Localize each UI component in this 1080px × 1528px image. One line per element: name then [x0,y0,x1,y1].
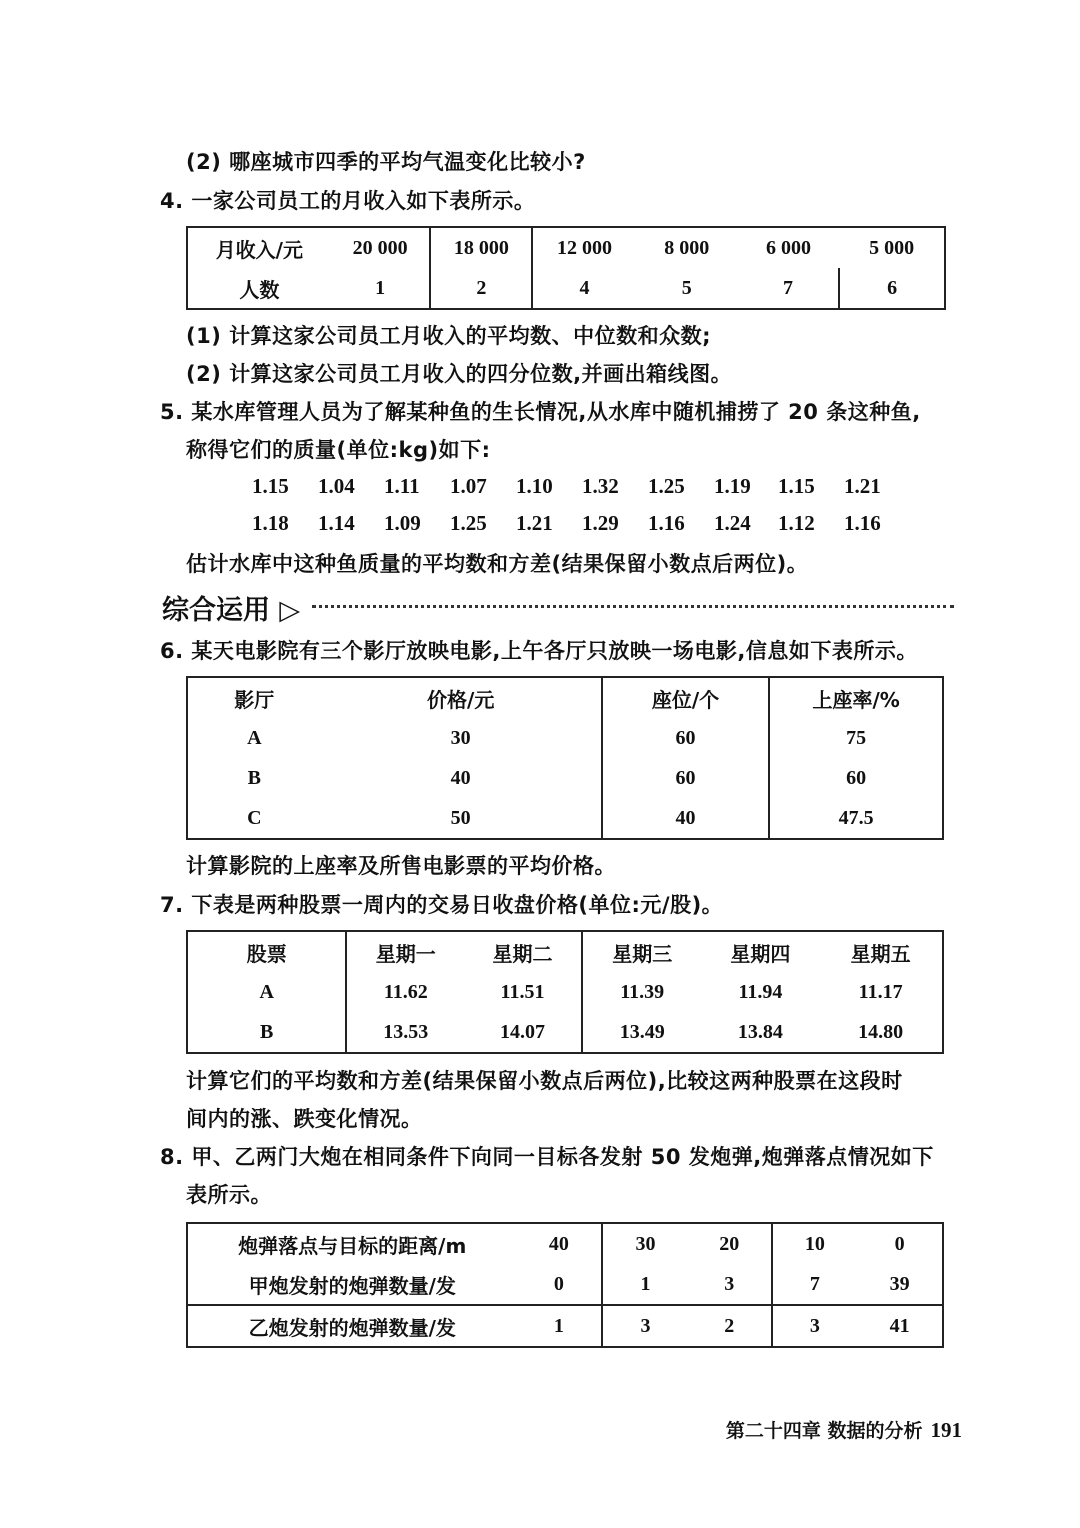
q3-sub2: (2) 哪座城市四季的平均气温变化比较小? [186,150,586,174]
table-cell: 60 [769,758,943,798]
data-value: 1.25 [450,511,487,535]
table-cell: 13.49 [582,1012,702,1053]
table-cell: 60 [602,718,770,758]
table-cell: B [260,1020,274,1043]
table-cell: 5 [681,276,692,299]
data-value: 1.07 [450,474,487,498]
table-cell: 8 000 [664,236,710,259]
data-value: 1.21 [516,511,553,535]
table-cell: 14.07 [500,1020,545,1043]
table-header: 上座率/% [769,677,943,718]
data-value: 1.21 [844,474,881,498]
table-row [187,758,943,798]
table-cell: 50 [450,806,471,829]
table-cell: 30 [602,1223,688,1264]
section-title: 综合运用 ▷ [162,595,301,626]
table-cell: 6 [839,268,945,309]
q4-income-table [186,226,946,310]
data-value: 1.18 [252,511,289,535]
q5-stem-line1: 5. 某水库管理人员为了解某种鱼的生长情况,从水库中随机捕捞了 20 条这种鱼, [160,400,921,424]
table-cell: 乙炮发射的炮弹数量/发 [187,1305,517,1347]
table-header: 股票 [246,941,287,966]
q7-stock-table [186,930,944,1054]
data-value: 1.32 [582,474,619,498]
table-header: 星期五 [850,941,911,966]
table-cell: 40 [548,1232,569,1255]
table-cell: 7 [772,1264,858,1305]
table-row [187,1223,943,1264]
q5-question: 估计水库中这种鱼质量的平均数和方差(结果保留小数点后两位)。 [186,552,809,576]
table-cell: 40 [602,798,770,839]
table-cell: 39 [889,1272,910,1295]
data-value: 1.16 [844,511,881,535]
q8-stem-line2: 表所示。 [186,1183,272,1207]
table-row [187,972,943,1012]
table-cell: 6 000 [765,236,811,259]
chapter-title: 第二十四章 数据的分析 [725,1420,923,1442]
table-cell: 4 [532,268,636,309]
q4-stem: 4. 一家公司员工的月收入如下表所示。 [160,189,536,213]
q8-artillery-table [186,1222,944,1348]
table-header: 星期三 [582,931,702,972]
data-value: 1.15 [778,474,815,498]
table-cell: A [259,980,274,1003]
table-cell: 20 000 [352,236,408,259]
data-value: 1.09 [384,511,421,535]
data-value: 1.04 [318,474,355,498]
table-cell: 1 [517,1305,603,1347]
table-cell: 60 [602,758,770,798]
table-cell: 47.5 [769,798,943,839]
table-row [187,798,943,839]
table-cell: 75 [769,718,943,758]
data-value: 1.29 [582,511,619,535]
table-header: 星期四 [730,941,791,966]
table-cell: A [247,726,262,749]
table-cell: 11.94 [738,980,783,1003]
data-value: 1.11 [384,474,420,498]
q6-question: 计算影院的上座率及所售电影票的平均价格。 [186,854,616,878]
table-row [187,227,945,268]
table-row [187,1012,943,1053]
q5-stem-line2: 称得它们的质量(单位:kg)如下: [186,438,491,462]
table-cell: 3 [602,1305,688,1347]
table-cell: 1 [375,276,386,299]
table-header-row [187,677,943,718]
table-cell: 3 [772,1305,858,1347]
table-cell: 14.80 [858,1020,904,1043]
table-cell: 11.17 [858,980,903,1003]
table-cell: 3 [724,1272,735,1295]
table-cell: 0 [553,1272,564,1295]
table-cell: 12 000 [532,227,636,268]
table-cell: 7 [782,276,793,299]
table-cell: 人数 [239,277,280,302]
q6-cinema-table [186,676,944,840]
table-header: 星期二 [492,941,553,966]
table-cell: 2 [688,1305,772,1347]
q7-question-line2: 间内的涨、跌变化情况。 [186,1107,423,1131]
table-header: 座位/个 [602,677,770,718]
table-cell: 2 [430,268,532,309]
table-cell: B [247,766,261,789]
table-cell: 0 [894,1232,905,1255]
q5-data-row1 [0,474,1080,504]
table-cell: 41 [857,1305,943,1347]
section-divider [312,605,954,608]
table-cell: 13.84 [737,1020,783,1043]
table-cell: C [247,806,262,829]
q7-question-line1: 计算它们的平均数和方差(结果保留小数点后两位),比较这两种股票在这段时 [186,1069,903,1093]
table-cell: 30 [450,726,471,749]
table-cell: 10 [772,1223,858,1264]
table-header: 星期一 [346,931,464,972]
q7-stem: 7. 下表是两种股票一周内的交易日收盘价格(单位:元/股)。 [160,893,724,917]
data-value: 1.24 [714,511,751,535]
q8-stem-line1: 8. 甲、乙两门大炮在相同条件下向同一目标各发射 50 发炮弹,炮弹落点情况如下 [160,1145,934,1169]
table-row [187,268,945,309]
data-value: 1.10 [516,474,553,498]
data-value: 1.12 [778,511,815,535]
q5-data-row2 [0,511,1080,541]
q6-stem: 6. 某天电影院有三个影厅放映电影,上午各厅只放映一场电影,信息如下表所示。 [160,639,918,663]
table-cell: 40 [450,766,471,789]
table-cell: 11.51 [500,980,545,1003]
q4-sub1: (1) 计算这家公司员工月收入的平均数、中位数和众数; [186,324,712,348]
q4-sub2: (2) 计算这家公司员工月收入的四分位数,并画出箱线图。 [186,362,733,386]
table-row [187,718,943,758]
table-cell: 5 000 [869,236,915,259]
table-cell: 20 [719,1232,740,1255]
table-row [187,1305,943,1347]
data-value: 1.19 [714,474,751,498]
table-header: 影厅 [234,687,275,712]
data-value: 1.25 [648,474,685,498]
data-value: 1.14 [318,511,355,535]
page-number: 191 [930,1418,962,1442]
table-header: 价格/元 [427,687,495,712]
table-cell: 11.62 [346,972,464,1012]
data-value: 1.16 [648,511,685,535]
table-cell: 甲炮发射的炮弹数量/发 [248,1273,456,1298]
data-value: 1.15 [252,474,289,498]
table-cell: 月收入/元 [215,237,303,262]
table-cell: 13.53 [346,1012,464,1053]
table-cell: 18 000 [430,227,532,268]
table-cell: 1 [602,1264,688,1305]
table-cell: 炮弹落点与目标的距离/m [238,1233,467,1258]
table-row [187,1264,943,1305]
table-header-row [187,931,943,972]
table-cell: 11.39 [582,972,702,1012]
page-footer [726,1416,962,1443]
